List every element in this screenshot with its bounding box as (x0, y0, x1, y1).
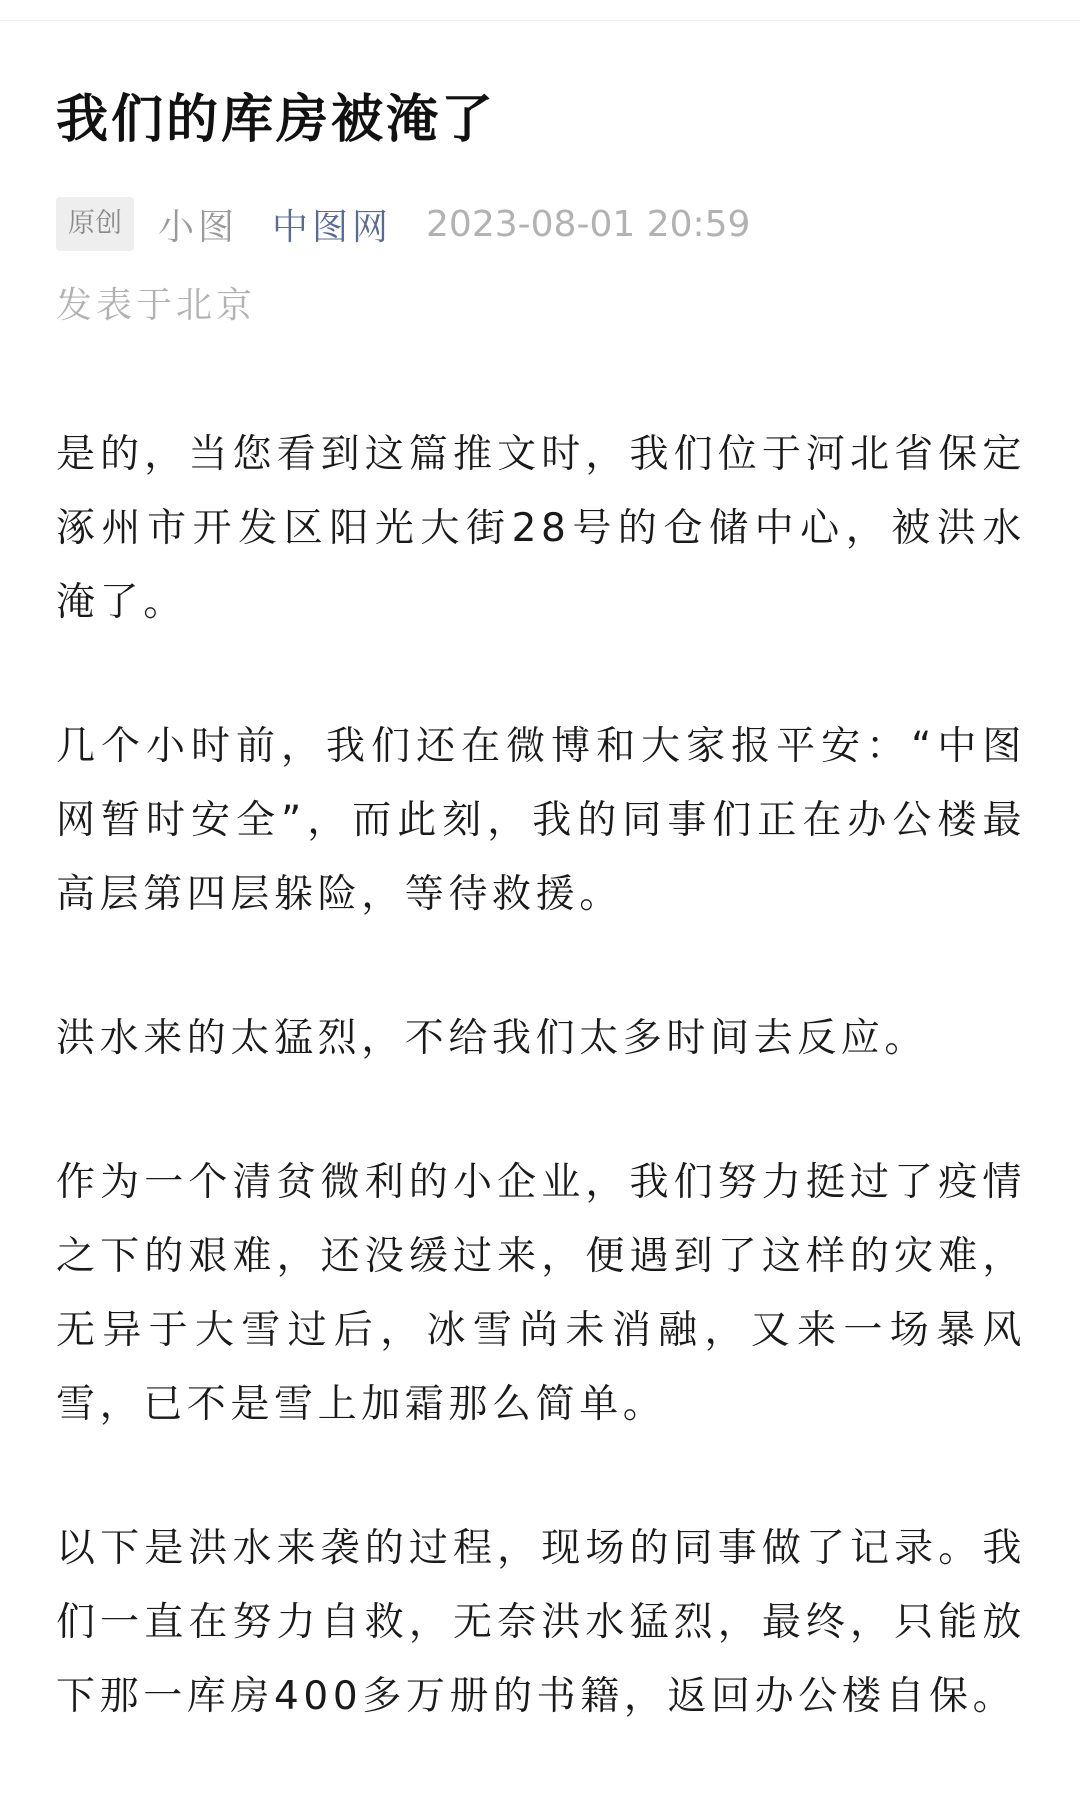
paragraph: 以下是洪水来袭的过程，现场的同事做了记录。我们一直在努力自救，无奈洪水猛烈，最终，只能放下那一库房400多万册的书籍，返回办公楼自保。 (56, 1526, 1026, 1719)
article-meta (56, 196, 750, 252)
original-badge: 原创 (56, 197, 134, 251)
publish-datetime: 2023-08-01 20:59 (426, 203, 751, 245)
paragraph: 几个小时前，我们还在微博和大家报平安：“中图网暂时安全”，而此刻，我的同事们正在办公楼最高层第四层躲险，等待救援。 (56, 724, 1026, 917)
article-body (56, 418, 1026, 1804)
paragraph: 作为一个清贫微利的小企业，我们努力挺过了疫情之下的艰难，还没缓过来，便遇到了这样的灾难，无异于大雪过后，冰雪尚未消融，又来一场暴风雪，已不是雪上加霜那么简单。 (56, 1160, 1026, 1427)
author-name: 小图 (158, 206, 239, 248)
publish-location: 发表于北京 (56, 285, 257, 326)
paragraph: 洪水来的太猛烈，不给我们太多时间去反应。 (56, 1016, 929, 1061)
paragraph: 是的，当您看到这篇推文时，我们位于河北省保定涿州市开发区阳光大街28号的仓储中心，被洪水淹了。 (56, 432, 1026, 625)
top-divider (0, 20, 1080, 21)
account-link[interactable]: 中图网 (272, 206, 393, 248)
article-title: 我们的库房被淹了 (56, 90, 497, 150)
